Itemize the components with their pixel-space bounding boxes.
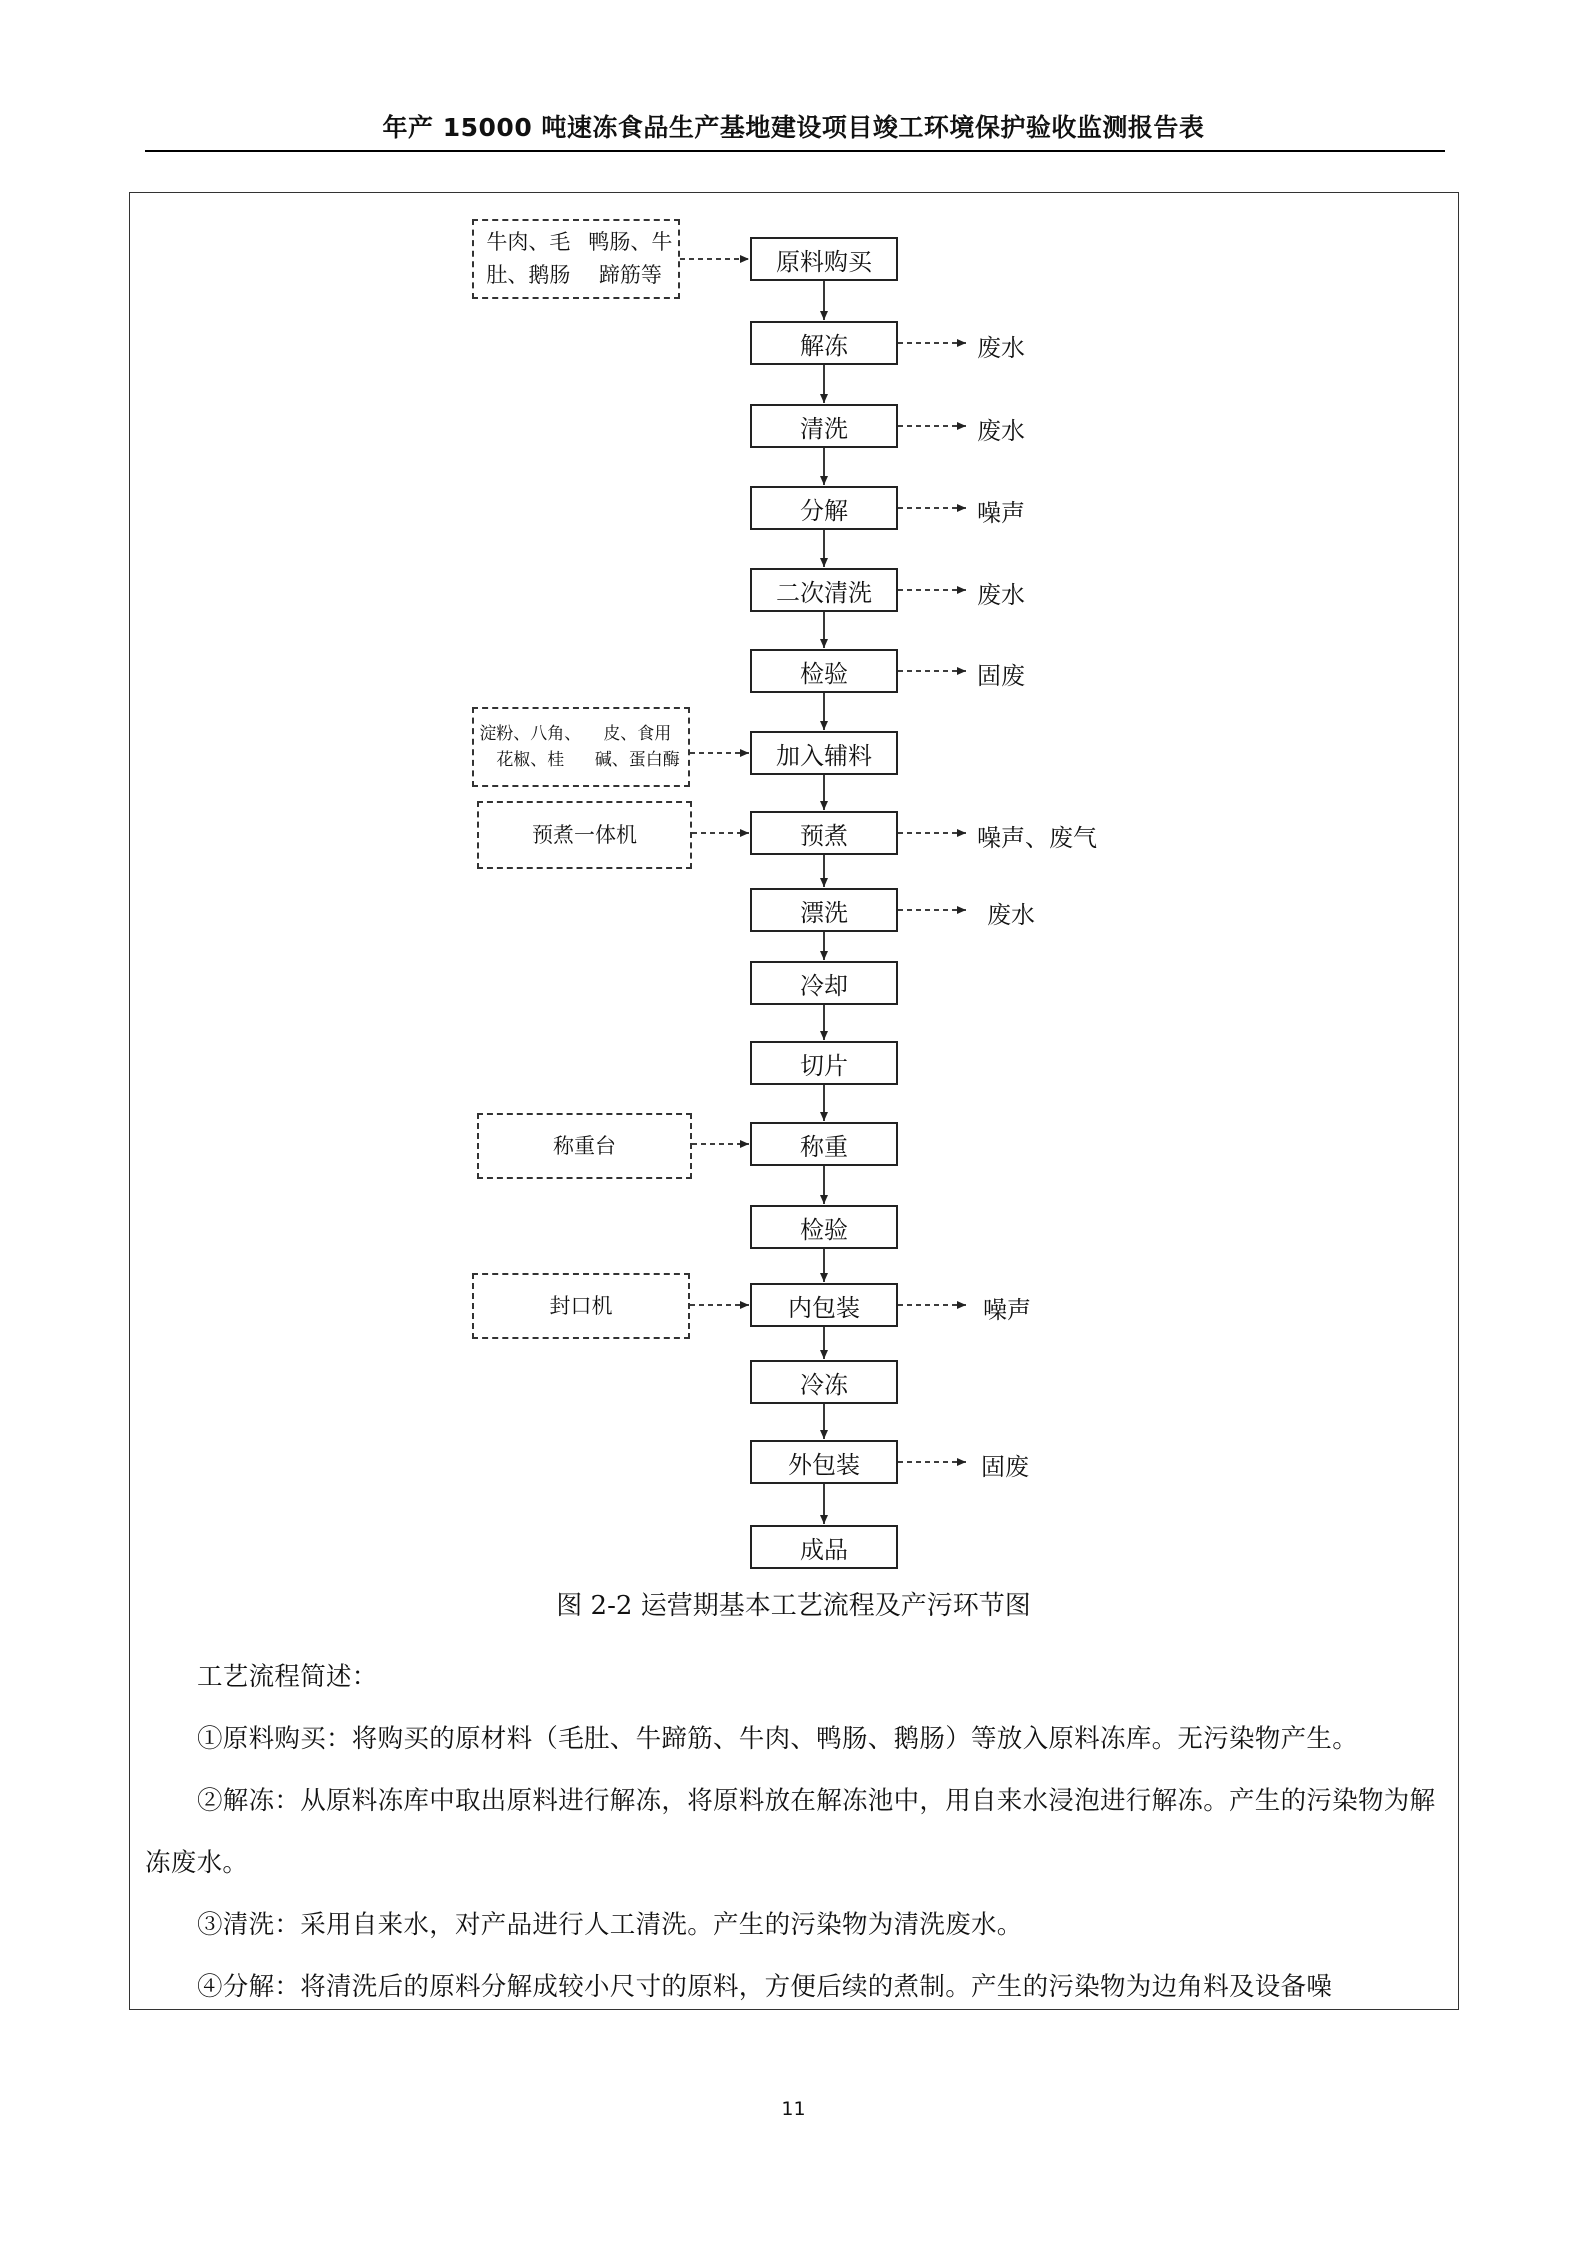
- description-paragraph-1: ①原料购买：将购买的原材料（毛肚、牛蹄筋、牛肉、鸭肠、鹅肠）等放入原料冻库。无污染物产生。: [197, 1724, 1359, 1754]
- process-step-box: 原料购买: [750, 237, 898, 281]
- pollutant-label: 固废: [977, 662, 1025, 690]
- process-step-box: 清洗: [750, 404, 898, 448]
- input-box: [477, 801, 692, 869]
- process-step-box: 检验: [750, 1205, 898, 1249]
- description-paragraph-2: ②解冻：从原料冻库中取出原料进行解冻，将原料放在解冻池中，用自来水浸泡进行解冻。产生的污染物为解冻废水。: [145, 1786, 1436, 1878]
- process-step-box: 预煮: [750, 811, 898, 855]
- process-step-box: 冷冻: [750, 1360, 898, 1404]
- process-step-box: 外包装: [750, 1440, 898, 1484]
- pollutant-label: 废水: [977, 334, 1025, 362]
- input-text-line: 淀粉、八角、花椒、桂: [479, 723, 582, 770]
- pollutant-label: 噪声: [983, 1296, 1031, 1324]
- process-step-box: 检验: [750, 649, 898, 693]
- figure-caption: 图 2-2 运营期基本工艺流程及产污环节图: [556, 1591, 1031, 1621]
- input-text-line: 皮、食用碱、蛋白酶: [594, 723, 680, 770]
- pollutant-label: 废水: [977, 581, 1025, 609]
- input-text-line: 预煮一体机: [532, 822, 637, 847]
- process-description-heading: 工艺流程简述：: [197, 1662, 378, 1692]
- process-step-box: 切片: [750, 1041, 898, 1085]
- input-text-line: 牛肉、毛肚、鹅肠: [486, 230, 571, 287]
- process-step-box: 加入辅料: [750, 731, 898, 775]
- process-step-box: 成品: [750, 1525, 898, 1569]
- description-paragraph-3: ③清洗：采用自来水，对产品进行人工清洗。产生的污染物为清洗废水。: [197, 1910, 1023, 1940]
- input-box: [472, 1273, 690, 1339]
- process-step-box: 解冻: [750, 321, 898, 365]
- description-paragraph-4: ④分解：将清洗后的原料分解成较小尺寸的原料，方便后续的煮制。产生的污染物为边角料及设备噪: [197, 1972, 1333, 2002]
- pollutant-label: 废水: [987, 901, 1035, 929]
- process-step-box: 内包装: [750, 1283, 898, 1327]
- input-text-line: 鸭肠、牛蹄筋等: [588, 230, 673, 287]
- pollutant-label: 固废: [981, 1453, 1029, 1481]
- process-step-box: 冷却: [750, 961, 898, 1005]
- process-step-box: 称重: [750, 1122, 898, 1166]
- process-step-box: 漂洗: [750, 888, 898, 932]
- process-step-box: 分解: [750, 486, 898, 530]
- input-box: [477, 1113, 692, 1179]
- pollutant-label: 废水: [977, 417, 1025, 445]
- input-box: [472, 219, 680, 299]
- input-box: [472, 707, 690, 787]
- report-title: 年产 15000 吨速冻食品生产基地建设项目竣工环境保护验收监测报告表: [382, 113, 1205, 142]
- pollutant-label: 噪声、废气: [977, 824, 1097, 852]
- input-text-line: 称重台: [553, 1133, 616, 1158]
- pollutant-label: 噪声: [977, 499, 1025, 527]
- process-step-box: 二次清洗: [750, 568, 898, 612]
- page-number: 11: [781, 2098, 806, 2120]
- input-text-line: 封口机: [549, 1293, 613, 1318]
